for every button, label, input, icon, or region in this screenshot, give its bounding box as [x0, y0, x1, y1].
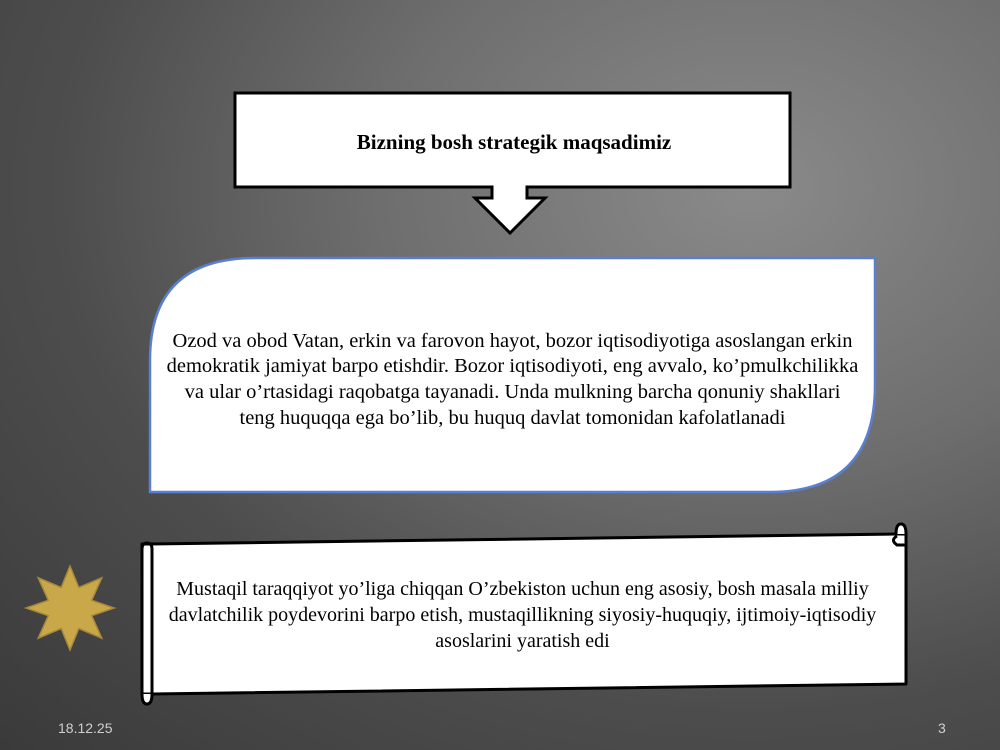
- footer-page-number: 3: [938, 720, 946, 736]
- footer-date: 18.12.25: [58, 720, 113, 736]
- title-text: Bizning bosh strategik maqsadimiz: [356, 129, 672, 154]
- scroll-text: Mustaqil taraqqiyot yo’liga chiqqan O’zbekiston uchun eng asosiy, bosh masala milliy davlatchilik poydevorini barpo etish, mustaqillikning siyosiy-huquqiy, ijtimoiy-iqtisodiy asoslarini yaratish edi: [168, 578, 877, 652]
- star-icon: [26, 566, 114, 650]
- goal-text: Ozod va obod Vatan, erkin va farovon hayot, bozor iqtisodiyotiga asoslangan erkin demokratik jamiyat barpo etishdir. Bozor iqtisodiyoti, eng avvalo, ko’pmulkchilikka va ular o’rtasidagi raqobatga tayanadi. Unda mulkning barcha qonuniy shakllari teng huquqqa ega bo’lib, bu huquq davlat tomonidan kafolatlanadi: [166, 329, 859, 429]
